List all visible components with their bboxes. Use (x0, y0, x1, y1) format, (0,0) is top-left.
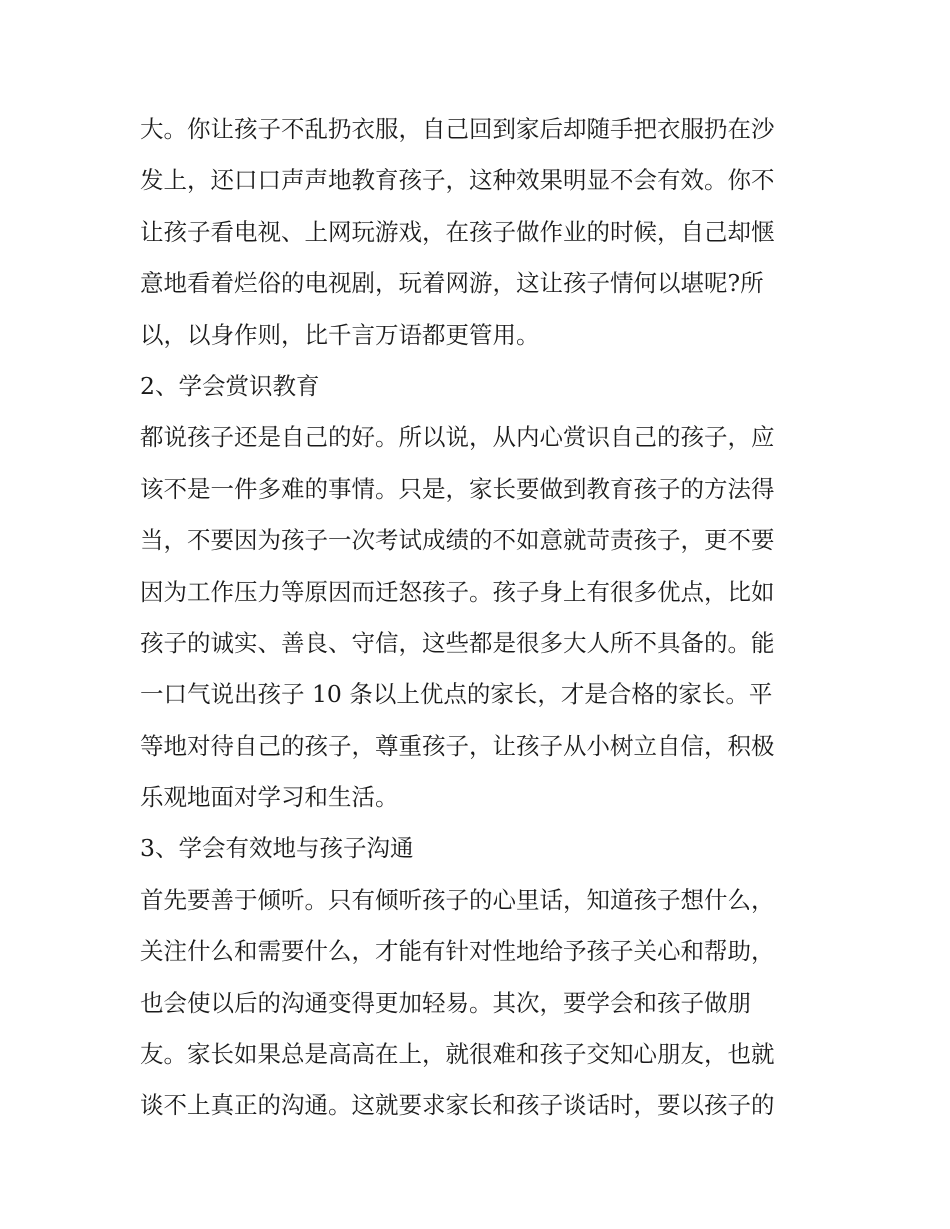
paragraph-line: 以，以身作则，比千言万语都更管用。 (140, 320, 540, 349)
paragraph-line: 等地对待自己的孩子，尊重孩子，让孩子从小树立自信，积极 (140, 731, 775, 760)
paragraph-line: 一口气说出孩子 10 条以上优点的家长，才是合格的家长。平 (140, 680, 773, 709)
section-heading: 3、学会有效地与孩子沟通 (140, 834, 414, 863)
section-heading: 2、学会赏识教育 (140, 371, 320, 400)
paragraph-line: 发上，还口口声声地教育孩子，这种效果明显不会有效。你不 (140, 166, 775, 195)
paragraph-line: 让孩子看电视、上网玩游戏，在孩子做作业的时候，自己却惬 (140, 217, 775, 246)
paragraph-line: 首先要善于倾听。只有倾听孩子的心里话，知道孩子想什么， (140, 885, 775, 914)
paragraph-line: 意地看着烂俗的电视剧，玩着网游，这让孩子情何以堪呢?所 (140, 269, 764, 298)
paragraph-line: 关注什么和需要什么，才能有针对性地给予孩子关心和帮助， (140, 937, 775, 966)
paragraph-line: 孩子的诚实、善良、守信，这些都是很多大人所不具备的。能 (140, 628, 775, 657)
paragraph-line: 都说孩子还是自己的好。所以说，从内心赏识自己的孩子，应 (140, 423, 775, 452)
paragraph-line: 大。你让孩子不乱扔衣服，自己回到家后却随手把衣服扔在沙 (140, 115, 775, 143)
paragraph-line: 友。家长如果总是高高在上，就很难和孩子交知心朋友，也就 (140, 1040, 775, 1069)
document-body (140, 104, 812, 1132)
paragraph-line: 该不是一件多难的事情。只是，家长要做到教育孩子的方法得 (140, 474, 775, 503)
paragraph-line: 谈不上真正的沟通。这就要求家长和孩子谈话时，要以孩子的 (140, 1091, 775, 1120)
paragraph-line: 当，不要因为孩子一次考试成绩的不如意就苛责孩子，更不要 (140, 526, 775, 555)
paragraph-line: 也会使以后的沟通变得更加轻易。其次，要学会和孩子做朋 (140, 988, 751, 1017)
paragraph-line: 因为工作压力等原因而迁怒孩子。孩子身上有很多优点，比如 (140, 577, 775, 606)
paragraph-line: 乐观地面对学习和生活。 (140, 783, 399, 812)
